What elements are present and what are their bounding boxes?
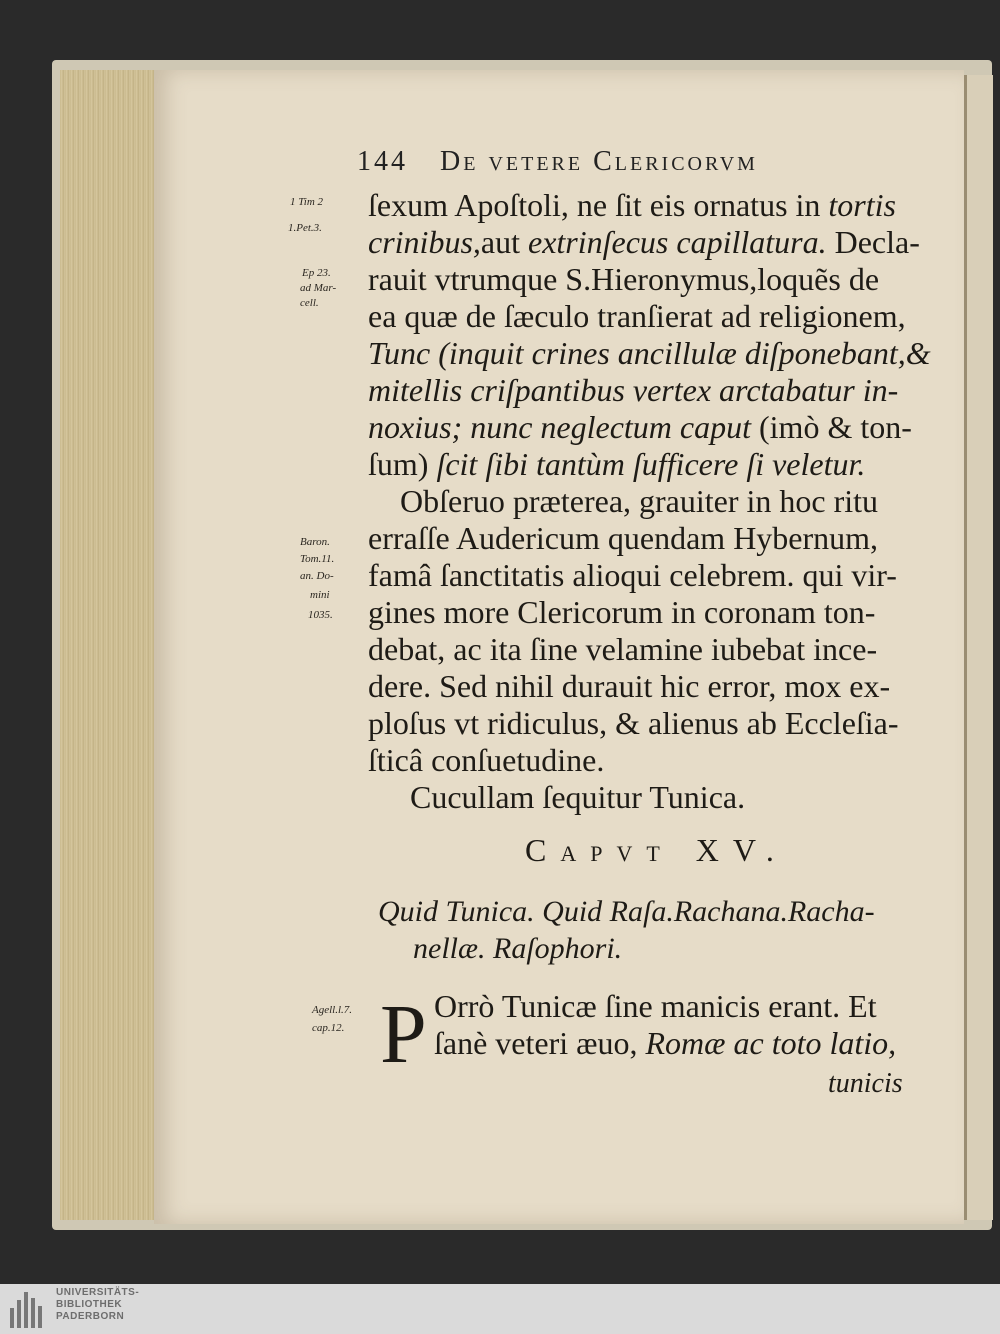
margin-note: an. Do- <box>300 570 334 582</box>
body-line: ſexum Apoſtoli, ne ſit eis ornatus in tortis <box>368 187 896 223</box>
margin-note: cell. <box>300 297 319 309</box>
library-name <box>56 1287 139 1323</box>
margin-note: Tom.11. <box>300 553 335 565</box>
body-line: crinibus,aut extrinſecus capillatura. Decla- <box>368 224 920 260</box>
body-line: debat, ac ita ſine velamine iubebat ince- <box>368 631 878 667</box>
margin-note: 1 Tim 2 <box>290 196 324 208</box>
chapter-summary-line: nellæ. Raſophori. <box>413 932 623 965</box>
library-name-line: PADERBORN <box>56 1311 125 1322</box>
body-line: Tunc (inquit crines ancillulæ diſponebant,& <box>368 335 931 371</box>
margin-note: ad Mar- <box>300 282 337 294</box>
body-line: dere. Sed nihil durauit hic error, mox ex- <box>368 668 891 704</box>
body-line: mitellis criſpantibus vertex arctabatur in- <box>368 372 899 408</box>
margin-note: Ep 23. <box>302 267 331 279</box>
margin-note: Agell.l.7. <box>312 1004 353 1016</box>
catchword: tunicis <box>828 1068 903 1099</box>
margin-note: 1.Pet.3. <box>288 222 322 234</box>
margin-note: 1035. <box>308 609 333 621</box>
running-title: De vetere Clericorvm <box>440 146 758 177</box>
margin-note: cap.12. <box>312 1022 345 1034</box>
body-line: ſticâ conſuetudine. <box>368 742 605 778</box>
chapter-summary-line: Quid Tunica. Quid Raſa.Rachana.Racha- <box>378 895 875 928</box>
margin-note: Baron. <box>300 536 330 548</box>
body-line: ploſus vt ridiculus, & alienus ab Eccleſia- <box>368 705 899 741</box>
library-name-line: UNIVERSITÄTS- <box>56 1287 140 1298</box>
facing-page-edge <box>964 75 993 1220</box>
drop-cap: P <box>380 988 427 1081</box>
body-line: noxius; nunc neglectum caput (imò & ton- <box>368 409 912 445</box>
body-line: erraſſe Audericum quendam Hybernum, <box>368 520 879 556</box>
body-line: ſanè veteri æuo, Romæ ac toto latio, <box>434 1025 897 1061</box>
body-line: Orrò Tunicæ ſine manicis erant. Et <box>434 988 877 1024</box>
body-line: gines more Clericorum in coronam ton- <box>368 594 876 630</box>
chapter-title: Capvt XV. <box>525 832 788 868</box>
library-logo-icon <box>10 1290 46 1328</box>
running-header <box>357 146 758 178</box>
margin-note: mini <box>310 589 330 601</box>
body-line: Obſeruo præterea, grauiter in hoc ritu <box>400 483 879 519</box>
body-line: ea quæ de ſæculo tranſierat ad religionem, <box>368 298 906 334</box>
page-edges <box>60 70 158 1220</box>
library-footer <box>0 1284 1000 1334</box>
body-line: rauit vtrumque S.Hieronymus,loquẽs de <box>368 261 880 297</box>
body-line: Cucullam ſequitur Tunica. <box>410 779 746 815</box>
body-line: famâ ſanctitatis alioqui celebrem. qui vir- <box>368 557 897 593</box>
body-line: ſum) ſcit ſibi tantùm ſufficere ſi veletur. <box>368 446 866 482</box>
page-number: 144 <box>357 146 408 177</box>
library-name-line: BIBLIOTHEK <box>56 1299 123 1310</box>
